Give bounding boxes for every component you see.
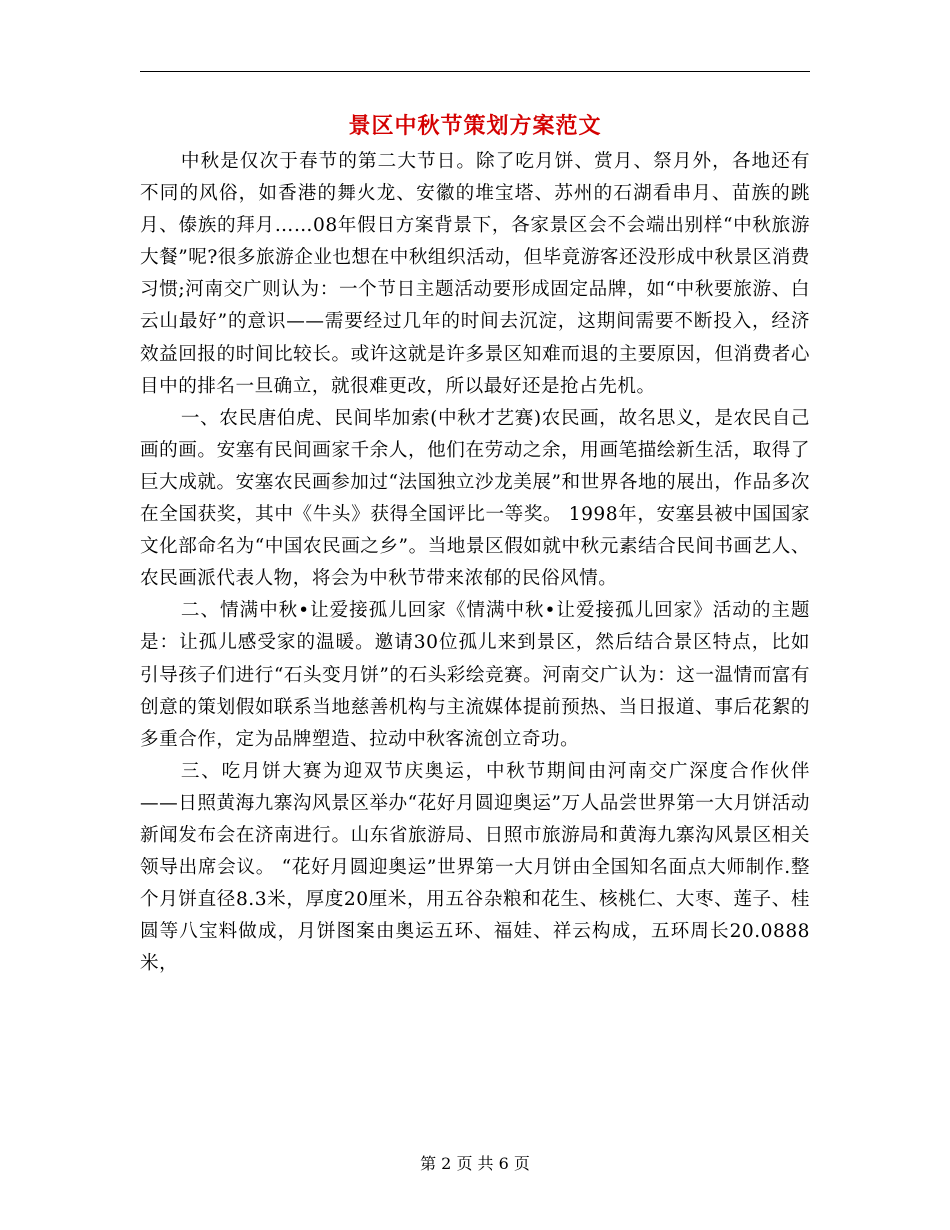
paragraph-intro: 中秋是仅次于春节的第二大节日。除了吃月饼、赏月、祭月外，各地还有不同的风俗，如香港的舞火龙、安徽的堆宝塔、苏州的石湖看串月、苗族的跳月、傣族的拜月……08年假日方案背景下，各家景区会不会端出别样“中秋旅游大餐”呢?很多旅游企业也想在中秋组织活动，但毕竟游客还没形成中秋景区消费习惯;河南交广则认为：一个节日主题活动要形成固定品牌，如“中秋要旅游、白云山最好”的意识——需要经过几年的时间去沉淀，这期间需要不断投入，经济效益回报的时间比较长。或许这就是许多景区知难而退的主要原因，但消费者心目中的排名一旦确立，就很难更改，所以最好还是抢占先机。 [140, 151, 810, 397]
paragraph-section-1: 一、农民唐伯虎、民间毕加索(中秋才艺赛)农民画，故名思义，是农民自己画的画。安塞有民间画家千余人，他们在劳动之余，用画笔描绘新生活，取得了巨大成就。安塞农民画参加过“法国独立沙龙美展”和世界各地的展出，作品多次在全国获奖，其中《牛头》获得全国评比一等奖。 1998年，安塞县被中国国家文化部命名为“中国农民画之乡”。当地景区假如就中秋元素结合民间书画艺人、农民画派代表人物，将会为中秋节带来浓郁的民俗风情。 [140, 407, 810, 590]
paragraph-section-3: 三、吃月饼大赛为迎双节庆奥运，中秋节期间由河南交广深度合作伙伴——日照黄海九寨沟风景区举办“花好月圆迎奥运”万人品尝世界第一大月饼活动新闻发布会在济南进行。山东省旅游局、日照市旅游局和黄海九寨沟风景区相关领导出席会议。 “花好月圆迎奥运”世界第一大月饼由全国知名面点大师制作.整个月饼直径8.3米，厚度20厘米，用五谷杂粮和花生、核桃仁、大枣、莲子、桂圆等八宝料做成，月饼图案由奥运五环、福娃、祥云构成，五环周长20.0888米， [140, 760, 810, 975]
header-rule [140, 71, 810, 72]
page-number-footer: 第 2 页 共 6 页 [420, 1154, 530, 1173]
paragraph-section-2: 二、情满中秋•让爱接孤儿回家《情满中秋•让爱接孤儿回家》活动的主题是：让孤儿感受家的温暖。邀请30位孤儿来到景区，然后结合景区特点，比如引导孩子们进行“石头变月饼”的石头彩绘竞赛。河南交广认为：这一温情而富有创意的策划假如联系当地慈善机构与主流媒体提前预热、当日报道、事后花絮的多重合作，定为品牌塑造、拉动中秋客流创立奇功。 [140, 600, 810, 750]
document-title: 景区中秋节策划方案范文 [348, 113, 602, 139]
document-body [140, 146, 810, 980]
